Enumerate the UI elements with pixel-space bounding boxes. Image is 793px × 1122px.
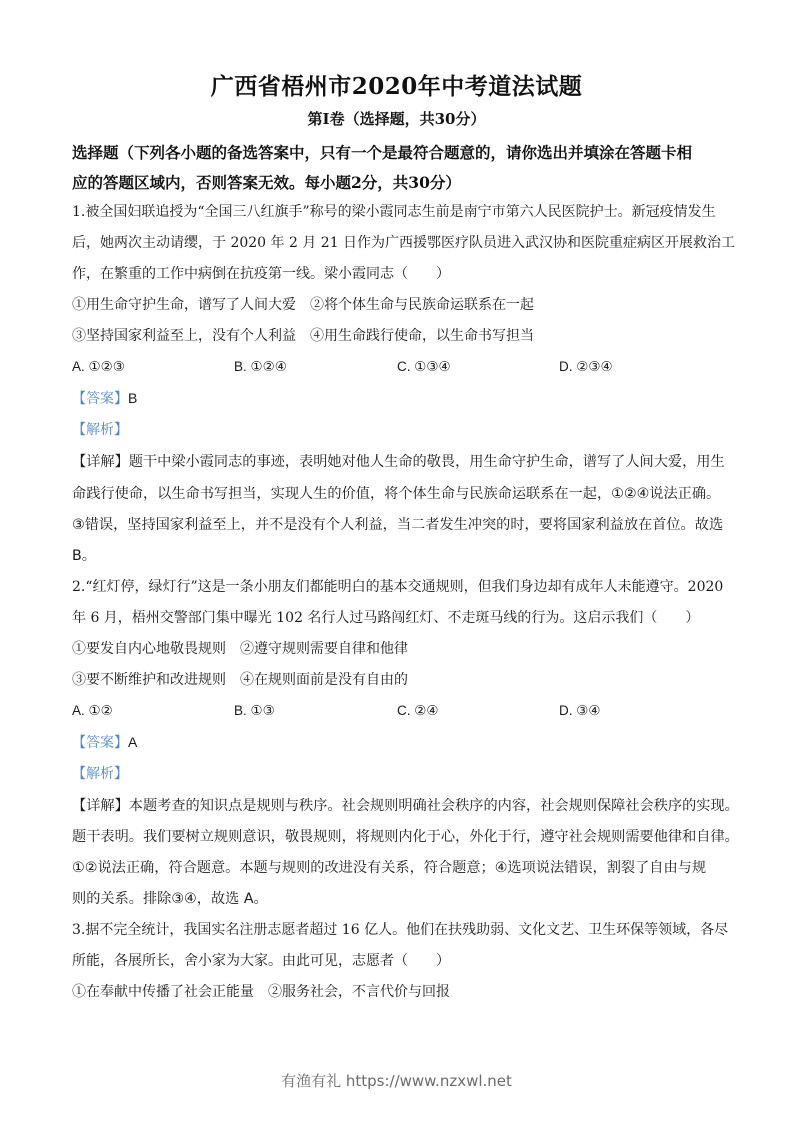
detail-line: 题干表明。我们要树立规则意识，敬畏规则，将规则内化于心，外化于行，遵守社会规则需要他律和自律。 xyxy=(72,829,739,845)
section-subtitle: 第Ⅰ卷（选择题，共30分） xyxy=(307,110,486,128)
answer-label: 【答案】 xyxy=(72,391,128,407)
detail-line: ①②说法正确，符合题意。本题与规则的改进没有关系，符合题意；④选项说法错误，割裂了自由与规 xyxy=(72,860,707,876)
question-stem-line: 年 6 月，梧州交警部门集中曝光 102 名行人过马路闯红灯、不走斑马线的行为。这启示我们（ ） xyxy=(72,610,700,626)
footer-watermark: 有渔有礼 https://www.nzxwl.net xyxy=(281,1072,512,1090)
detail-line: 命践行使命，以生命书写担当，实现人生的价值，将个体生命与民族命运联系在一起，①②④说法正确。 xyxy=(72,486,721,502)
option-d: D. ③④ xyxy=(559,703,601,718)
option-d: D. ②③④ xyxy=(559,359,613,374)
question-stem-line: 作，在繁重的工作中病倒在抗疫第一线。梁小霞同志（ ） xyxy=(72,266,450,282)
detail-line: 【详解】本题考查的知识点是规则与秩序。社会规则明确社会秩序的内容，社会规则保障社会秩序的实现。 xyxy=(72,798,739,814)
answer-value: B xyxy=(128,390,138,406)
question-stem-line: 3.据不完全统计，我国实名注册志愿者超过 16 亿人。他们在扶残助弱、文化文艺、卫生环保等领域，各尽 xyxy=(72,922,729,938)
statement-line: ③坚持国家利益至上，没有个人利益 ④用生命践行使命，以生命书写担当 xyxy=(72,328,534,344)
option-a: A. ①②③ xyxy=(72,359,125,374)
section-instructions xyxy=(72,138,724,198)
instructions-line-2: 应的答题区域内，否则答案无效。每小题2分，共30分） xyxy=(72,173,461,192)
page-title: 广西省梧州市2020年中考道法试题 xyxy=(210,73,583,100)
detail-label: 【详解】 xyxy=(72,454,129,470)
answer-line xyxy=(72,732,137,753)
statement-line: ①在奉献中传播了社会正能量 ②服务社会，不言代价与回报 xyxy=(72,984,450,1000)
question-stem-line: 后，她两次主动请缨，于 2020 年 2 月 21 日作为广西援鄂医疗队员进入武汉协和医院重症病区开展救治工 xyxy=(72,235,736,251)
question-stem-line: 1.被全国妇联追授为“全国三八红旗手”称号的梁小霞同志生前是南宁市第六人民医院护士。新冠疫情发生 xyxy=(72,204,716,220)
option-c: C. ②④ xyxy=(397,703,439,718)
detail-line: 则的关系。排除③④，故选 A。 xyxy=(72,891,268,907)
question-stem-line: 2.“红灯停，绿灯行”这是一条小朋友们都能明白的基本交通规则，但我们身边却有成年人未能遵守。2020 xyxy=(72,579,724,595)
analysis-line xyxy=(72,764,128,784)
answer-value: A xyxy=(128,734,138,750)
analysis-line xyxy=(72,420,128,440)
detail-line: B。 xyxy=(72,548,96,564)
analysis-label: 【解析】 xyxy=(72,422,128,438)
option-b: B. ①③ xyxy=(234,703,275,718)
option-b: B. ①②④ xyxy=(234,359,287,374)
detail-line: ③错误，坚持国家利益至上，并不是没有个人利益，当二者发生冲突的时，要将国家利益放在首位。故选 xyxy=(72,517,724,533)
answer-label: 【答案】 xyxy=(72,735,128,751)
question-stem-line: 所能，各展所长，舍小家为大家。由此可见，志愿者（ ） xyxy=(72,953,450,969)
analysis-label: 【解析】 xyxy=(72,766,128,782)
option-a: A. ①② xyxy=(72,703,113,718)
statement-line: ①要发自内心地敬畏规则 ②遵守规则需要自律和他律 xyxy=(72,641,408,657)
detail-line: 【详解】题干中梁小霞同志的事迹，表明她对他人生命的敬畏，用生命守护生命，谱写了人间大爱，用生 xyxy=(72,454,725,470)
statement-line: ③要不断维护和改进规则 ④在规则面前是没有自由的 xyxy=(72,672,408,688)
detail-label: 【详解】 xyxy=(72,798,129,814)
option-c: C. ①③④ xyxy=(397,359,451,374)
answer-line xyxy=(72,388,137,409)
instructions-line-1: 选择题（下列各小题的备选答案中，只有一个是最符合题意的，请你选出并填涂在答题卡相 xyxy=(72,143,693,162)
statement-line: ①用生命守护生命，谱写了人间大爱 ②将个体生命与民族命运联系在一起 xyxy=(72,297,534,313)
